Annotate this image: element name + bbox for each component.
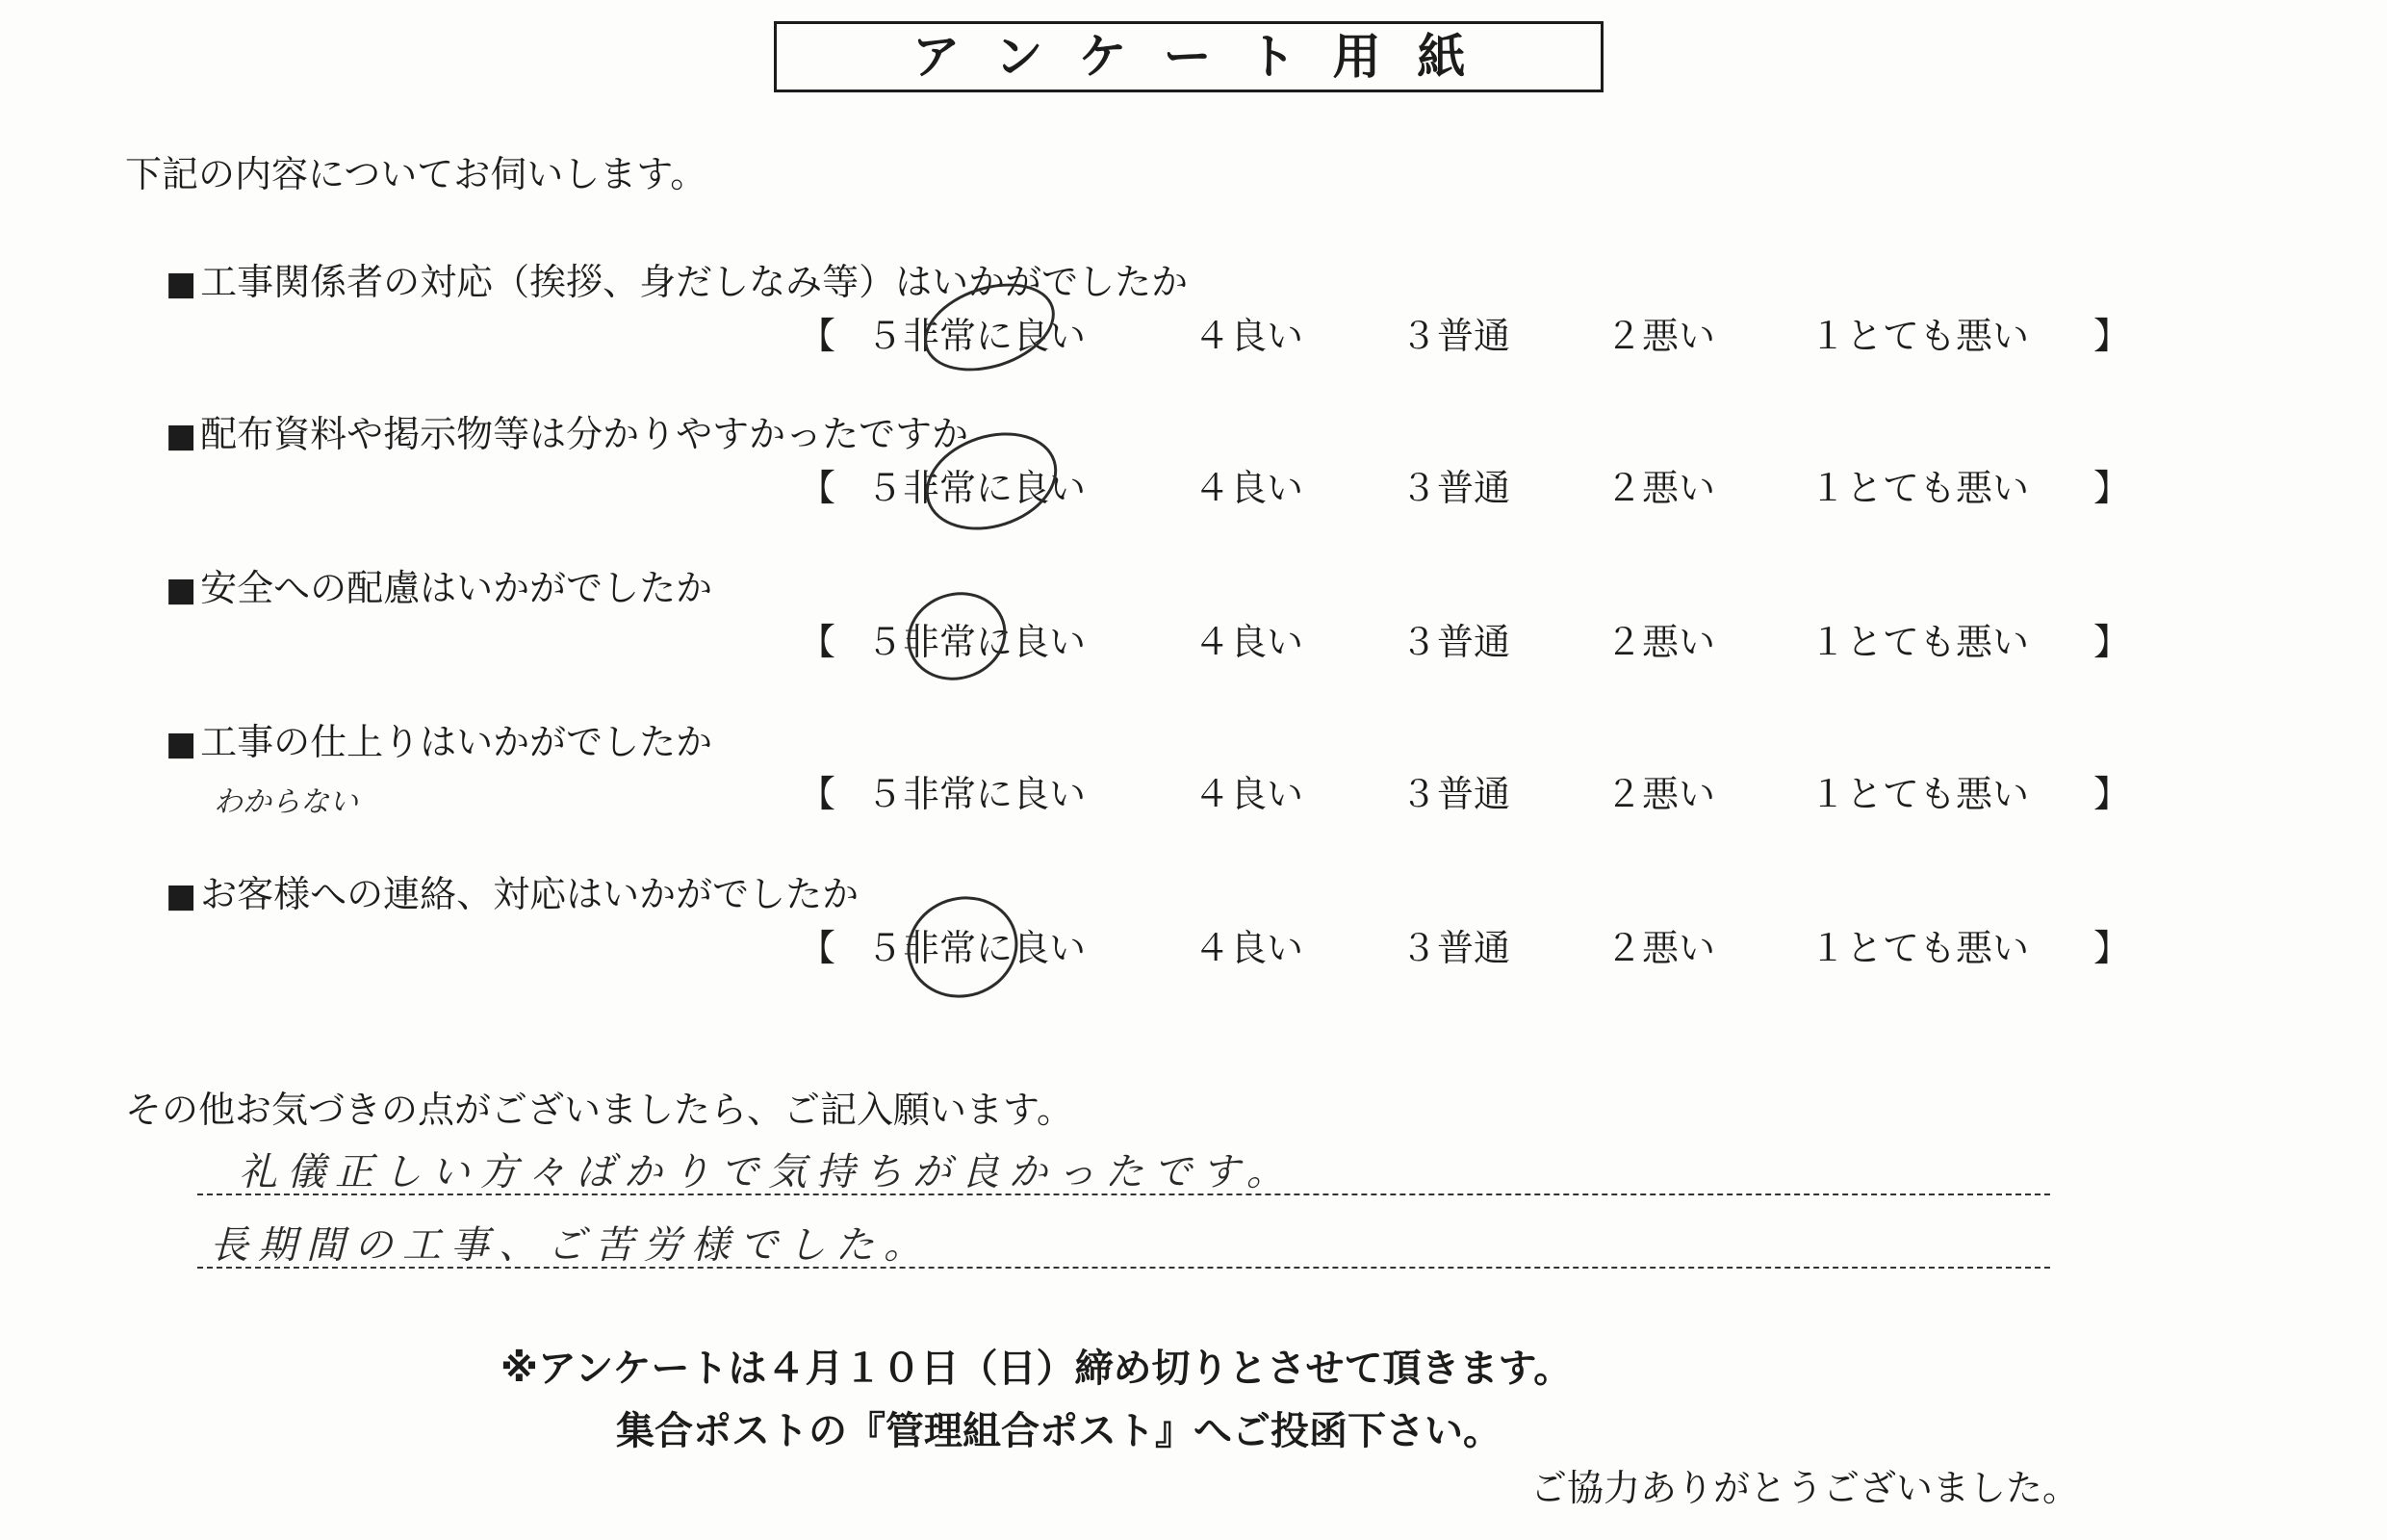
question-text: 配布資料や掲示物等は分かりやすかったですか xyxy=(200,413,969,455)
bracket-open: 【 xyxy=(799,773,836,815)
selection-circle-mark xyxy=(896,579,1018,693)
bracket-close: 】 xyxy=(2093,773,2131,815)
option-4[interactable]: ４良い xyxy=(1194,773,1304,815)
rating-scale-5 xyxy=(0,918,2387,969)
option-3[interactable]: ３普通 xyxy=(1400,927,1511,969)
option-2[interactable]: ２悪い xyxy=(1605,773,1716,815)
question-4 xyxy=(166,712,712,765)
option-5[interactable]: ５非常に良い xyxy=(866,621,1087,663)
option-5[interactable]: ５非常に良い xyxy=(866,467,1087,509)
bracket-open: 【 xyxy=(799,315,836,357)
option-4[interactable]: ４良い xyxy=(1194,467,1304,509)
question-3 xyxy=(166,558,712,611)
bullet-square-icon: ■ xyxy=(166,725,197,763)
option-5[interactable]: ５非常に良い xyxy=(866,773,1087,815)
option-2[interactable]: ２悪い xyxy=(1605,621,1716,663)
rating-scale-4 xyxy=(0,764,2387,815)
option-2[interactable]: ２悪い xyxy=(1605,927,1716,969)
deadline-notice: ※アンケートは４月１０日（日）締め切りとさせて頂きます。 xyxy=(500,1347,1573,1391)
option-5[interactable]: ５非常に良い xyxy=(866,927,1087,969)
bracket-open: 【 xyxy=(799,621,836,663)
option-5[interactable]: ５非常に良い xyxy=(866,315,1087,357)
bracket-open: 【 xyxy=(799,927,836,969)
question-5 xyxy=(166,864,859,917)
rating-scale-3 xyxy=(0,612,2387,663)
submission-instruction: 集合ポストの『管理組合ポスト』へご投函下さい。 xyxy=(616,1409,1502,1453)
option-1[interactable]: １とても悪い xyxy=(1810,315,2030,357)
thanks-text: ご協力ありがとうございました。 xyxy=(1530,1467,2080,1509)
option-3[interactable]: ３普通 xyxy=(1400,315,1511,357)
comment-line-2: 長期間の工事、ご苦労様でした。 xyxy=(210,1223,932,1268)
option-1[interactable]: １とても悪い xyxy=(1810,467,2030,509)
question-text: 安全への配慮はいかがでしたか xyxy=(200,567,713,609)
option-1[interactable]: １とても悪い xyxy=(1810,773,2030,815)
option-4[interactable]: ４良い xyxy=(1194,621,1304,663)
bracket-close: 】 xyxy=(2093,927,2131,969)
option-4[interactable]: ４良い xyxy=(1194,927,1304,969)
bullet-square-icon: ■ xyxy=(166,877,197,915)
bullet-square-icon: ■ xyxy=(166,417,197,455)
option-1[interactable]: １とても悪い xyxy=(1810,621,2030,663)
question-text: 工事の仕上りはいかがでしたか xyxy=(200,721,713,763)
option-2[interactable]: ２悪い xyxy=(1605,315,1716,357)
intro-text: 下記の内容についてお伺いします。 xyxy=(125,153,707,195)
option-3[interactable]: ３普通 xyxy=(1400,621,1511,663)
selection-circle-mark xyxy=(894,883,1031,1013)
comments-prompt: その他お気づきの点がございましたら、ご記入願います。 xyxy=(125,1089,1073,1131)
rating-scale-1 xyxy=(0,306,2387,357)
question-text: 工事関係者の対応（挨拶、身だしなみ等）はいかがでしたか xyxy=(200,261,1189,303)
bracket-open: 【 xyxy=(799,467,836,509)
bullet-square-icon: ■ xyxy=(166,265,197,303)
option-3[interactable]: ３普通 xyxy=(1400,467,1511,509)
question-text: お客様への連絡、対応はいかがでしたか xyxy=(200,873,860,915)
bracket-close: 】 xyxy=(2093,621,2131,663)
bullet-square-icon: ■ xyxy=(166,571,197,609)
option-3[interactable]: ３普通 xyxy=(1400,773,1511,815)
comment-rule-1 xyxy=(197,1194,2050,1195)
handwritten-note: わからない xyxy=(214,785,358,819)
comment-rule-2 xyxy=(197,1267,2050,1269)
option-4[interactable]: ４良い xyxy=(1194,315,1304,357)
bracket-close: 】 xyxy=(2093,315,2131,357)
option-1[interactable]: １とても悪い xyxy=(1810,927,2030,969)
comment-line-1: 礼儀正しい方々ばかりで気持ちが良かったです。 xyxy=(239,1150,1295,1194)
option-2[interactable]: ２悪い xyxy=(1605,467,1716,509)
question-2 xyxy=(166,404,968,457)
form-title: アンケート用紙 xyxy=(774,21,1604,92)
bracket-close: 】 xyxy=(2093,467,2131,509)
rating-scale-2 xyxy=(0,458,2387,509)
